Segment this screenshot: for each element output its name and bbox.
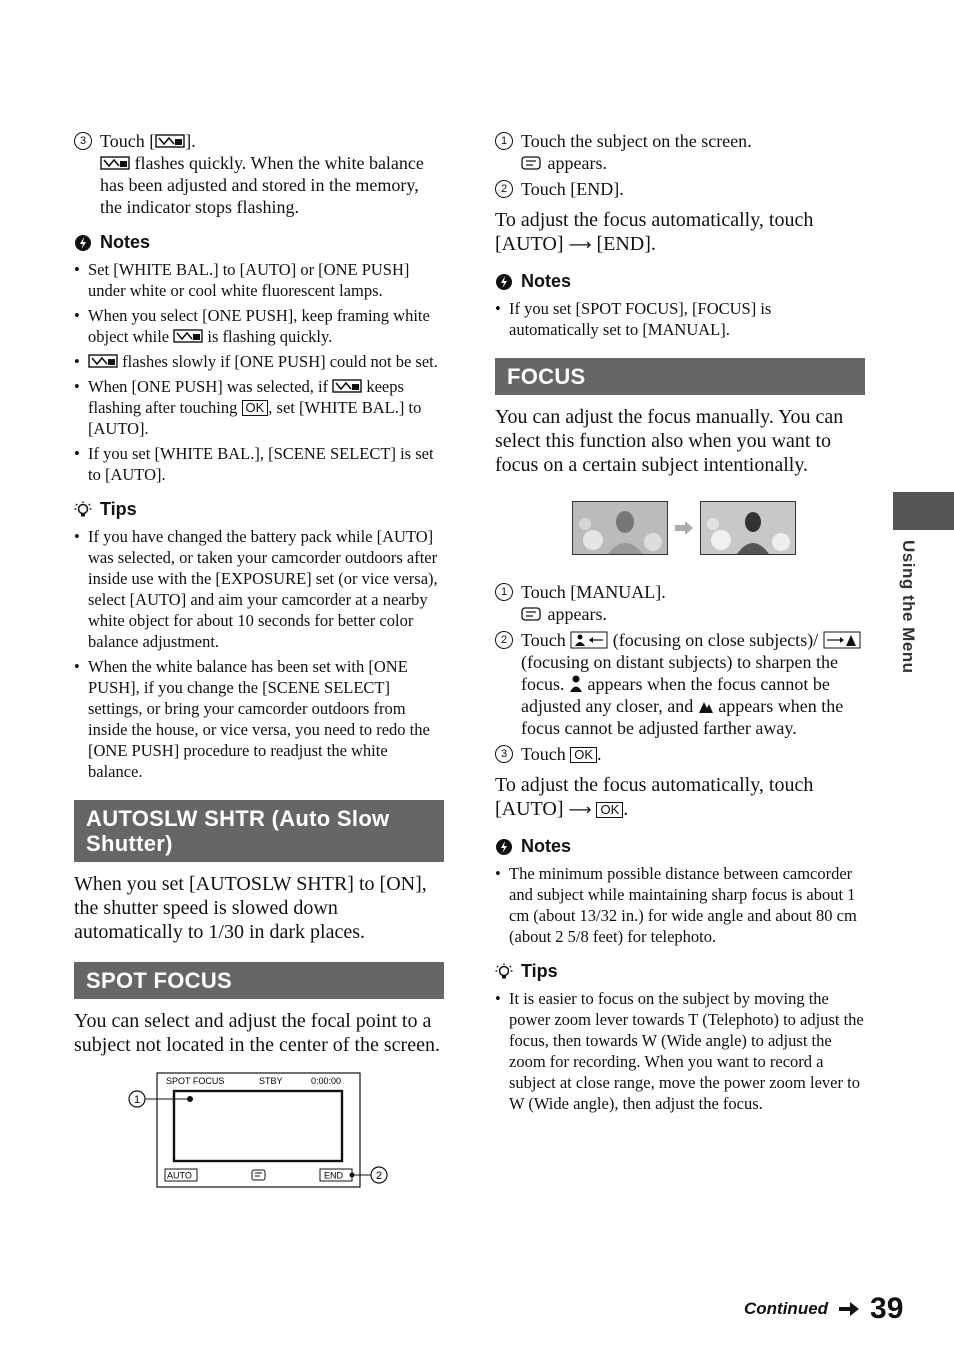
step-3-description: flashes quickly. When the white balance has been adjusted and stored in the memory, the indicator stops flashing. (100, 153, 424, 217)
notes-heading: Notes (495, 271, 865, 292)
spot-step-2: 2 Touch [END]. (495, 178, 865, 200)
farthest-limit-icon (698, 698, 714, 714)
list-item: • If you set [WHITE BAL.], [SCENE SELECT] is set to [AUTO]. (74, 443, 444, 485)
ok-button-glyph: OK (242, 400, 269, 416)
autoslw-body: When you set [AUTOSLW SHTR] to [ON], the shutter speed is slowed down automatically to 1/30 in dark places. (74, 873, 427, 943)
lcd-mode-label: SPOT FOCUS (166, 1076, 225, 1086)
continued-label: Continued (744, 1299, 829, 1318)
notes-list (495, 298, 865, 340)
tips-heading: Tips (495, 961, 865, 982)
left-column (74, 130, 444, 1191)
focus-step-2: 2 Touch (focusing on close subjects)/ (focusing on distant subjects) to sharpen the focus. appears when the focus cannot be adjusted any closer, and appears when the focus cannot be adjusted farther away. (495, 629, 865, 739)
tips-list (74, 526, 444, 782)
arrow-right-icon: ⟶ (568, 235, 592, 254)
arrow-right-icon: ⟶ (568, 800, 592, 819)
list-item: • When [ONE PUSH] was selected, if keeps flashing after touching OK , set [WHITE BAL.] to [AUTO]. (74, 376, 444, 439)
arrow-right-icon (838, 1302, 860, 1316)
list-item: • When the white balance has been set with [ONE PUSH], if you change the [SCENE SELECT] settings, or bring your camcorder outdoors from inside the house, or vice versa, you need to redo the [ONE PUSH] procedure to readjust the white balance. (74, 656, 444, 782)
blurred-photo (572, 501, 668, 555)
right-column (495, 130, 865, 1118)
step-number: 3 (495, 745, 513, 763)
notes-icon (495, 273, 513, 291)
focus-step-1: 1 Touch [MANUAL]. appears. (495, 581, 865, 625)
autoslw-section-title: AUTOSLW SHTR (Auto Slow Shutter) (74, 800, 444, 862)
notes-icon (495, 838, 513, 856)
section-tab-label: Using the Menu (899, 540, 918, 674)
one-push-wb-icon (173, 328, 203, 344)
ok-button-glyph: OK (596, 802, 623, 818)
callout-1-label: 1 (134, 1094, 141, 1106)
focused-photo (700, 501, 796, 555)
step-3-touch-wb: 3 Touch [ ]. flashes quickly. When the white balance has been adjusted and stored in the memory, the indicator stops flashing. (74, 130, 444, 218)
lcd-auto-label: AUTO (167, 1170, 192, 1181)
focus-point-marker (187, 1096, 193, 1102)
step-number: 1 (495, 132, 513, 150)
step-number: 2 (495, 180, 513, 198)
lcd-time-label: 0:00:00 (311, 1076, 342, 1086)
lcd-screen-diagram (74, 1071, 383, 1191)
page-number: 39 (870, 1292, 904, 1325)
notes-heading: Notes (495, 836, 865, 857)
spot-focus-screen-illustration (74, 1071, 383, 1191)
tips-list (495, 988, 865, 1114)
notes-icon (74, 234, 92, 252)
notes-heading: Notes (74, 232, 444, 253)
closest-limit-icon (569, 674, 583, 692)
notes-list (74, 259, 444, 485)
list-item: • Set [WHITE BAL.] to [AUTO] or [ONE PUSH] under white or cool white fluorescent lamps. (74, 259, 444, 301)
focus-body: You can adjust the focus manually. You can select this function also when you want to focus on a certain subject intentionally. (495, 406, 844, 476)
focus-near-button-icon (570, 631, 608, 649)
focus-step-3: 3 Touch OK . (495, 743, 865, 765)
one-push-wb-icon (88, 353, 118, 369)
list-item: • flashes slowly if [ONE PUSH] could not be set. (74, 351, 444, 372)
spot-step-1: 1 Touch the subject on the screen. appears. (495, 130, 865, 174)
tips-heading: Tips (74, 499, 444, 520)
step-number: 1 (495, 583, 513, 601)
lcd-end-label: END (324, 1170, 344, 1181)
arrow-right-icon (674, 521, 694, 535)
focus-section-title: FOCUS (495, 358, 865, 395)
step-number: 3 (74, 132, 92, 150)
one-push-wb-icon (100, 155, 130, 171)
list-item: • It is easier to focus on the subject by moving the power zoom lever towards T (Telephoto) to adjust the focus, then towards W (Wide angle) to adjust the zoom for recording. When you want to record a subject at close range, move the power zoom lever to W (Wide angle), then adjust the focus. (495, 988, 865, 1114)
ok-button-glyph: OK (570, 747, 597, 763)
list-item: • If you have changed the battery pack while [AUTO] was selected, or taken your camcorder outdoors after inside use with the [EXPOSURE] set (or vice versa), select [AUTO] and aim your camcorder at a nearby white object for about 10 seconds for better color balance adjustment. (74, 526, 444, 652)
focus-far-button-icon (823, 631, 861, 649)
page-footer (744, 1292, 903, 1326)
callout-2-label: 2 (376, 1170, 383, 1182)
list-item: • If you set [SPOT FOCUS], [FOCUS] is automatically set to [MANUAL]. (495, 298, 865, 340)
one-push-wb-icon (155, 133, 185, 149)
one-push-wb-icon (332, 378, 362, 394)
spot-focus-body: You can select and adjust the focal point to a subject not located in the center of the screen. (74, 1010, 440, 1056)
list-item: • When you select [ONE PUSH], keep framing white object while is flashing quickly. (74, 305, 444, 347)
spot-auto-instruction: To adjust the focus automatically, touch [AUTO] ⟶ [END]. (495, 209, 814, 255)
lightbulb-icon (74, 501, 92, 519)
spot-focus-icon (521, 156, 543, 170)
lightbulb-icon (495, 963, 513, 981)
focus-auto-instruction: To adjust the focus automatically, touch [AUTO] ⟶ OK . (495, 774, 814, 820)
manual-focus-icon (521, 607, 543, 621)
step-number: 2 (495, 631, 513, 649)
list-item: • The minimum possible distance between camcorder and subject while maintaining sharp focus is about 1 cm (about 13/32 in.) for wide angle and about 80 cm (about 2 5/8 feet) for telephoto. (495, 863, 865, 947)
focus-example-images (572, 501, 865, 555)
spot-focus-section-title: SPOT FOCUS (74, 962, 444, 999)
section-tab-marker (893, 492, 954, 530)
lcd-stby-label: STBY (259, 1076, 283, 1086)
notes-list (495, 863, 865, 947)
